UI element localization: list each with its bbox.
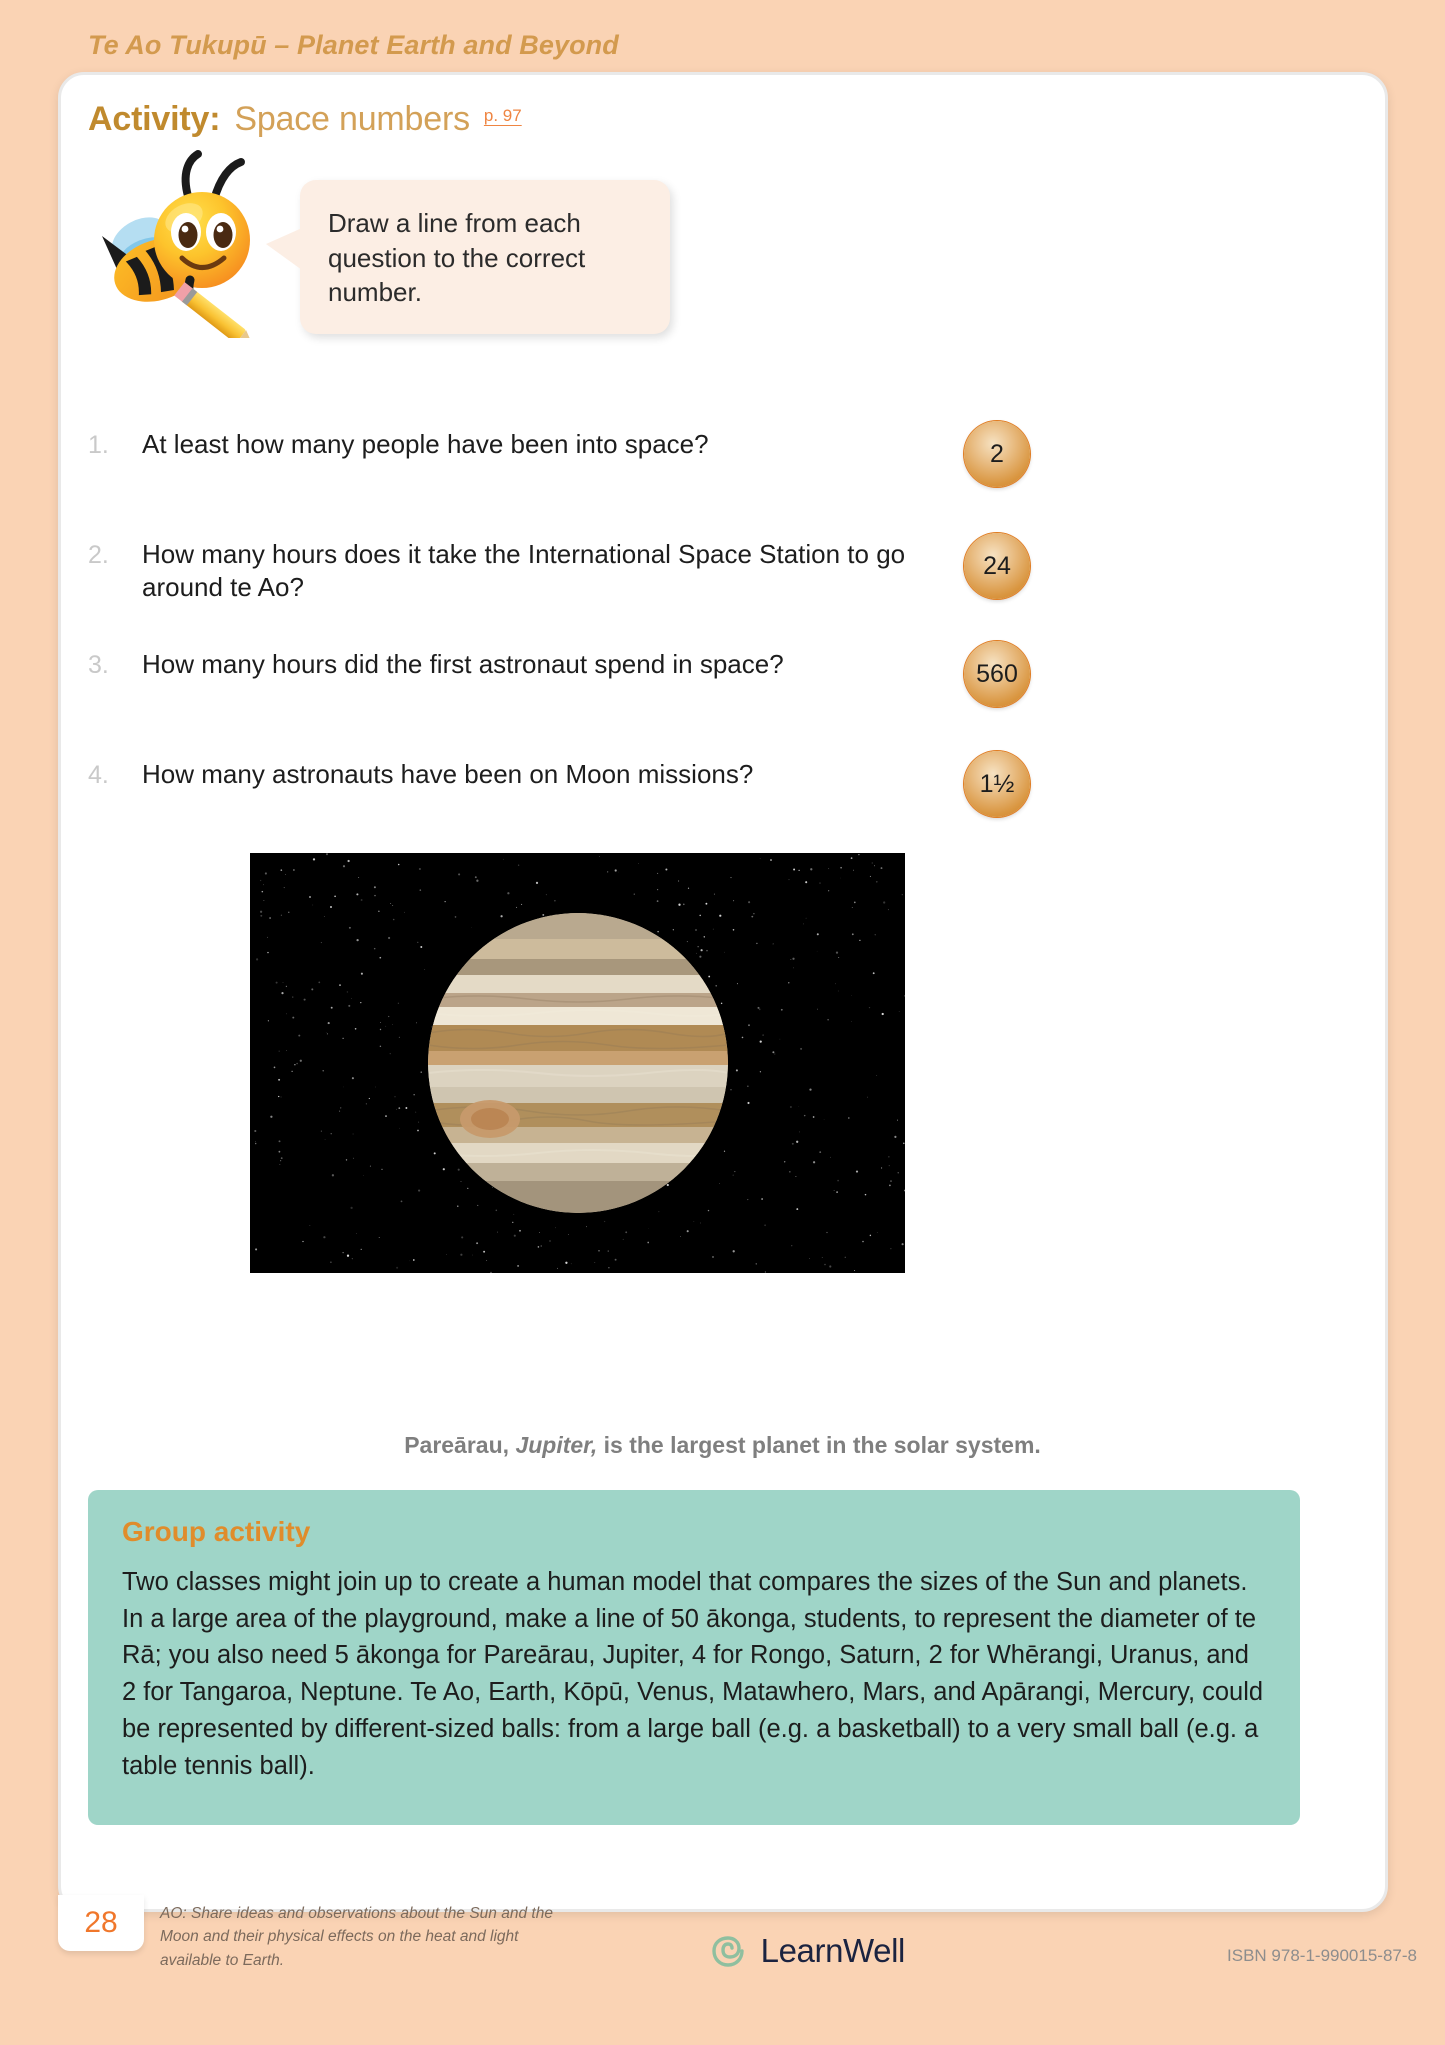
- jupiter-photo: [250, 853, 905, 1273]
- question-number: 2.: [88, 541, 109, 569]
- koru-spiral-logo-icon: [709, 1932, 747, 1970]
- caption-part-2: is the largest planet in the solar system.: [597, 1432, 1041, 1458]
- answer-slot: [932, 421, 1062, 487]
- question-number: 1.: [88, 431, 109, 459]
- mascot-speech-bubble: [300, 180, 670, 334]
- figure-caption: [0, 1432, 1445, 1459]
- group-activity-heading: Group activity: [122, 1516, 311, 1547]
- group-activity-panel: [88, 1490, 1300, 1825]
- answer-ball[interactable]: 560: [964, 641, 1030, 707]
- mascot-speech-text: Draw a line from each question to the correct number.: [328, 208, 586, 308]
- page-number: 28: [84, 1906, 118, 1939]
- question-number: 4.: [88, 761, 109, 789]
- group-activity-body: Two classes might join up to create a human model that compares the sizes of the Sun and planets. In a large area of the playground, make a line of 50 ākonga, students, to represent the diameter of te Rā; you also need 5 ākonga for Pareārau, Jupiter, 4 for Rongo, Saturn, 2 for Whērangi, Uranus, and 2 for Tangaroa, Neptune. Te Ao, Earth, Kōpū, Venus, Matawhero, Mars, and Apārangi, Mercury, could be represented by different-sized balls: from a large ball (e.g. a basketball) to a very small ball (e.g. a table tennis ball).: [122, 1568, 1264, 1780]
- achievement-objective-text: AO: Share ideas and observations about the Sun and the Moon and their physical effects on the heat and light available to Earth.: [160, 1905, 553, 1969]
- page-reference-link[interactable]: p. 97: [483, 106, 522, 125]
- caption-italic-term: Jupiter,: [515, 1432, 598, 1458]
- bee-with-pencil-icon: [78, 148, 268, 338]
- page-number-tab: [58, 1895, 144, 1951]
- brand-logo: [709, 1932, 905, 1970]
- question-text: How many astronauts have been on Moon missions?: [142, 759, 754, 789]
- activity-name: Space numbers: [234, 100, 470, 138]
- caption-part-1: Pareārau,: [404, 1432, 516, 1458]
- brand-name: LearnWell: [760, 1932, 905, 1969]
- question-text: How many hours does it take the International Space Station to go around te Ao?: [142, 539, 906, 602]
- answer-slot: [932, 751, 1062, 817]
- isbn-text: ISBN 978-1-990015-87-8: [1227, 1946, 1417, 1965]
- question-row: [88, 425, 1238, 499]
- answer-slot: [932, 641, 1062, 707]
- question-number: 3.: [88, 651, 109, 679]
- question-row: [88, 645, 1238, 719]
- jupiter-sphere: [428, 913, 728, 1213]
- question-text: How many hours did the first astronaut spend in space?: [142, 649, 784, 679]
- answer-ball[interactable]: 2: [964, 421, 1030, 487]
- answer-ball[interactable]: 1½: [964, 751, 1030, 817]
- question-list: [88, 425, 1238, 865]
- activity-title: [88, 100, 522, 139]
- question-text: At least how many people have been into space?: [142, 429, 709, 459]
- question-row: [88, 535, 1238, 609]
- activity-label: Activity:: [88, 100, 221, 138]
- answer-ball[interactable]: 24: [964, 533, 1030, 599]
- answer-slot: [932, 533, 1062, 599]
- question-row: [88, 755, 1238, 829]
- running-head: Te Ao Tukupū – Planet Earth and Beyond: [88, 30, 619, 60]
